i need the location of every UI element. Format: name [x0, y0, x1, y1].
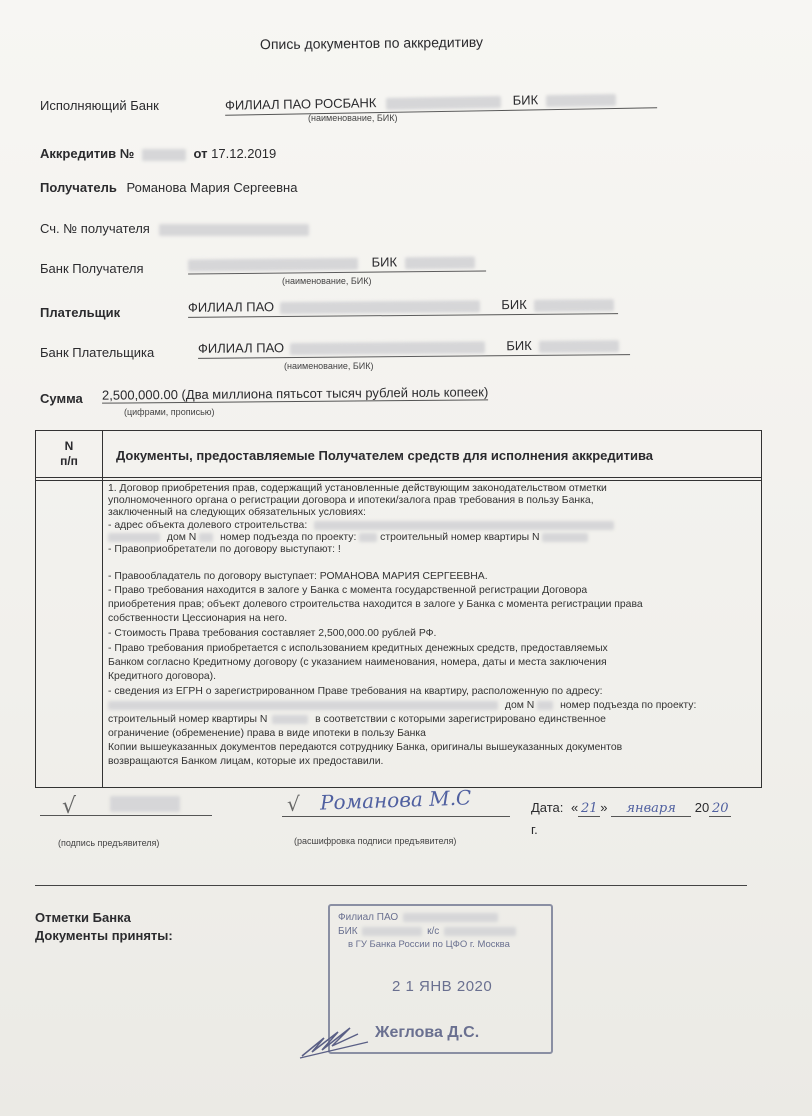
sum-value: 2,500,000.00 (Два миллиона пятьсот тысяч рублей ноль копеек)	[101, 384, 489, 403]
recipient-account-row	[40, 221, 309, 236]
table-line: Копии вышеуказанных документов передаются сотруднику Банка, оригиналы вышеуказанных документов	[108, 742, 623, 753]
redacted-block	[537, 701, 553, 710]
decode-check-mark: √	[287, 792, 300, 816]
table-line: - Стоимость Права требования составляет 2,500,000.00 рублей РФ.	[108, 628, 437, 639]
table-line: собственности Цессионария на него.	[108, 613, 288, 624]
redacted-block	[142, 149, 186, 161]
date-g: г.	[531, 822, 538, 837]
documents-accepted-label: Документы приняты:	[35, 928, 173, 943]
date-close-quote: »	[600, 800, 608, 815]
table-line-text: номер подъезда по проекту:	[220, 532, 357, 543]
issuing-bank-value-field	[225, 90, 657, 116]
redacted-block	[108, 533, 160, 542]
redacted-block	[199, 533, 213, 542]
accreditive-from-label: от	[193, 146, 208, 161]
bank-marks-title: Отметки Банка	[35, 910, 131, 925]
table-line: 1. Договор приобретения прав, содержащий установленные действующим законодательством отметки	[108, 483, 607, 494]
table-line: - сведения из ЕГРН о зарегистрированном Праве требования на квартиру, расположенную по адресу:	[108, 686, 603, 697]
table-line-text: дом N	[504, 700, 535, 711]
redacted-block	[362, 927, 422, 936]
redacted-block	[290, 341, 485, 355]
payer-value: ФИЛИАЛ ПАО	[187, 299, 275, 315]
table-line: - Право требования приобретается с использованием кредитных денежных средств, предоставляемых	[108, 643, 608, 654]
redacted-block	[272, 715, 308, 724]
date-year-suffix: 20	[709, 801, 731, 817]
table-header-divider	[36, 477, 761, 478]
signature-line	[40, 815, 212, 816]
table-line	[108, 714, 606, 725]
table-line-text: строительный номер квартиры N	[380, 532, 540, 543]
table-header-num-line2: п/п	[60, 454, 78, 468]
decode-signature: Романова М.С	[319, 785, 472, 815]
accreditive-date: 17.12.2019	[211, 146, 277, 161]
date-label: Дата:	[531, 800, 564, 815]
redacted-block	[403, 913, 498, 922]
table-line-text: в соответствии с которыми зарегистрировано единственное	[315, 714, 606, 725]
stamp-line2	[338, 926, 516, 937]
issuing-bank-bik-label: БИК	[512, 92, 539, 108]
table-line: - Правообладатель по договору выступает: РОМАНОВА МАРИЯ СЕРГЕЕВНА.	[108, 571, 488, 582]
stamp-signature-scribble	[298, 1012, 378, 1060]
recipient-bank-bik-label: БИК	[371, 254, 398, 270]
redacted-block	[539, 340, 619, 353]
redacted-block	[386, 96, 501, 110]
redacted-block	[314, 521, 614, 530]
section-divider	[35, 885, 747, 886]
recipient-label: Получатель	[40, 180, 117, 195]
payer-bank-field	[198, 337, 630, 359]
table-line	[108, 532, 588, 543]
redacted-block	[546, 94, 616, 107]
table-line: приобретения прав; объект долевого строительства находится в залоге у Банка с момента регистрации права	[108, 599, 643, 610]
table-line: уполномоченного органа о регистрации договора и ипотеки/залога прав требования в пользу Банка,	[108, 495, 594, 506]
accreditive-row	[40, 146, 276, 161]
stamp-line1	[338, 912, 498, 923]
payer-bank-bik-label: БИК	[506, 337, 532, 354]
payer-bank-label: Банк Плательщика	[40, 345, 155, 360]
redacted-block	[444, 927, 516, 936]
stamp-name: Жеглова Д.С.	[375, 1024, 480, 1041]
sum-caption: (цифрами, прописью)	[124, 407, 215, 417]
recipient-bank-caption: (наименование, БИК)	[282, 276, 372, 286]
table-line: Кредитного договора).	[108, 671, 217, 682]
table-line-text: дом N	[166, 532, 197, 543]
sum-label: Сумма	[40, 391, 83, 406]
table-line: возвращаются Банком лицам, которые их предоставили.	[108, 756, 384, 767]
recipient-account-label: Сч. № получателя	[40, 221, 150, 236]
payer-bank-value: ФИЛИАЛ ПАО	[197, 340, 285, 356]
payer-label: Плательщик	[40, 305, 121, 320]
stamp-line3: в ГУ Банка России по ЦФО г. Москва	[348, 939, 510, 950]
stamp-ks: к/с	[427, 926, 440, 937]
signature-mark: √	[62, 794, 77, 819]
redacted-block	[108, 701, 498, 710]
table-line-text: номер подъезда по проекту:	[560, 700, 697, 711]
table-line	[108, 700, 696, 711]
redacted-block	[280, 300, 480, 314]
redacted-block	[188, 257, 358, 271]
date-year-prefix: 20	[694, 800, 710, 815]
documents-table	[35, 430, 762, 788]
signer-caption: (подпись предъявителя)	[58, 838, 160, 848]
date-month: января	[611, 801, 691, 817]
stamp-branch: Филиал ПАО	[338, 912, 399, 923]
table-header-docs: Документы, предоставляемые Получателем средств для исполнения аккредитива	[116, 448, 654, 463]
date-open-quote: «	[571, 800, 579, 815]
redacted-block	[405, 256, 475, 269]
redacted-block	[542, 533, 588, 542]
payer-bik-label: БИК	[501, 296, 527, 313]
table-line: - Правоприобретатели по договору выступают: !	[108, 544, 341, 555]
recipient-value: Романова Мария Сергеевна	[126, 180, 298, 195]
issuing-bank-label: Исполняющий Банк	[40, 98, 159, 113]
issuing-bank-value: ФИЛИАЛ ПАО РОСБАНК	[224, 95, 377, 113]
table-column-divider	[102, 431, 103, 787]
table-line-text: - адрес объекта долевого строительства:	[108, 520, 308, 531]
date-row	[531, 800, 731, 817]
decode-caption: (расшифровка подписи предъявителя)	[294, 836, 457, 846]
redacted-block	[110, 796, 180, 812]
table-header-num-line1: N	[64, 439, 74, 453]
redacted-block	[359, 533, 377, 542]
issuing-bank-caption: (наименование, БИК)	[308, 113, 398, 123]
recipient-bank-field	[188, 253, 486, 274]
table-line-text: строительный номер квартиры N	[108, 714, 268, 725]
table-line: Банком согласно Кредитному договору (с указанием наименования, номера, даты и места заключения	[108, 657, 607, 668]
table-line: - Право требования находится в залоге у Банка с момента государственной регистрации Договора	[108, 585, 588, 596]
table-line: заключенный на следующих обязательных условиях:	[108, 507, 366, 518]
payer-bank-caption: (наименование, БИК)	[284, 361, 374, 371]
redacted-block	[534, 299, 614, 312]
redacted-block	[159, 224, 309, 236]
page-title: Опись документов по аккредитиву	[259, 33, 484, 53]
table-line	[108, 520, 614, 531]
decode-line	[282, 816, 510, 817]
stamp-bik: БИК	[338, 926, 358, 937]
table-line: ограничение (обременение) права в виде ипотеки в пользу Банка	[108, 728, 426, 739]
recipient-row	[40, 180, 297, 195]
accreditive-label: Аккредитив №	[40, 146, 135, 161]
recipient-bank-label: Банк Получателя	[40, 261, 144, 276]
stamp-date: 2 1 ЯНВ 2020	[392, 978, 493, 995]
table-header-divider	[36, 480, 761, 481]
table-header-num	[36, 439, 102, 469]
date-day: 21	[578, 801, 600, 817]
payer-field	[188, 296, 618, 318]
